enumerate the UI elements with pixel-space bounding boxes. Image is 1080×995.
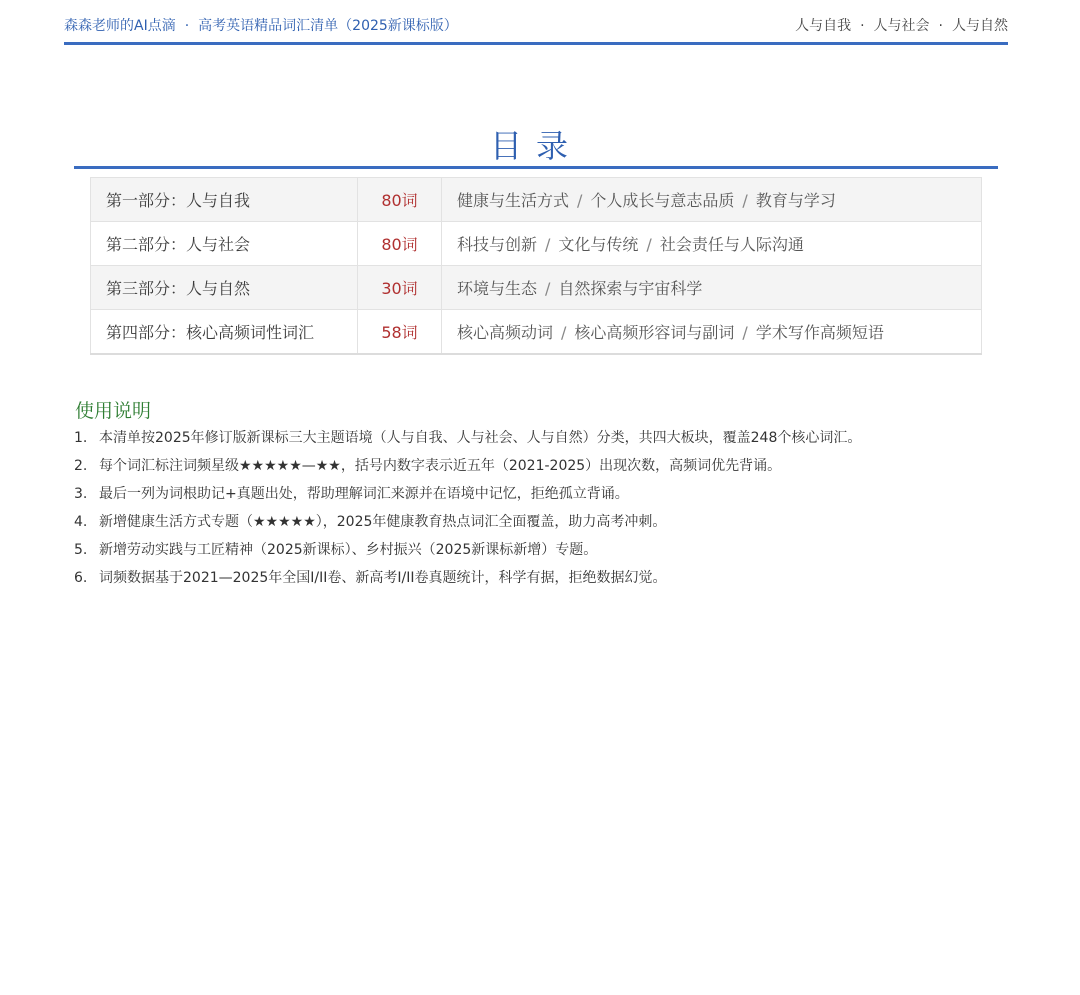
toc-topic: 核心高频形容词与副词	[574, 323, 735, 342]
topic-separator: /	[742, 191, 748, 210]
toc-topic: 健康与生活方式	[457, 191, 570, 210]
topic-separator: /	[561, 323, 567, 342]
note-item	[74, 511, 1034, 539]
note-text: 最后一列为词根助记+真题出处，帮助理解词汇来源并在语境中记忆，拒绝孤立背诵。	[99, 486, 629, 502]
topic-separator: /	[646, 235, 652, 254]
note-item	[74, 567, 1034, 595]
note-text: 词频数据基于2021—2025年全国I/II卷、新高考I/II卷真题统计，科学有据，拒绝数据幻觉。	[99, 570, 667, 586]
toc-topic: 自然探索与宇宙科学	[558, 279, 703, 298]
note-number: 3.	[74, 486, 88, 502]
toc-topic: 教育与学习	[755, 191, 836, 210]
note-item	[74, 539, 1034, 567]
toc-title: 目录	[74, 126, 998, 169]
note-item	[74, 483, 1034, 511]
header-dot: ·	[184, 18, 190, 34]
notes-title: 使用说明	[75, 400, 152, 422]
header-dot: ·	[938, 18, 943, 34]
toc-row	[91, 222, 982, 266]
topic-separator: /	[545, 235, 551, 254]
note-text: 新增劳动实践与工匠精神（2025新课标）、乡村振兴（2025新课标新增）专题。	[99, 542, 598, 558]
note-number: 6.	[74, 570, 88, 586]
toc-part: 第三部分：人与自然	[91, 266, 358, 310]
header-theme-self: 人与自我	[795, 18, 852, 34]
note-text: 新增健康生活方式专题（★★★★★），2025年健康教育热点词汇全面覆盖，助力高考冲刺。	[99, 514, 667, 530]
toc-table	[90, 177, 982, 355]
topic-separator: /	[545, 279, 551, 298]
header-theme-nature: 人与自然	[952, 18, 1008, 34]
header-doc-title: 高考英语精品词汇清单（2025新课标版）	[198, 18, 458, 34]
toc-topics	[442, 178, 982, 222]
note-number: 4.	[74, 514, 88, 530]
toc-topics	[442, 222, 982, 266]
header-dot: ·	[860, 18, 865, 34]
toc-row	[91, 310, 982, 355]
toc-word-count: 58词	[358, 310, 442, 355]
toc-topic: 科技与创新	[457, 235, 538, 254]
note-number: 2.	[74, 458, 88, 474]
toc-row	[91, 178, 982, 222]
header-author: 森森老师的AI点滴	[64, 18, 176, 34]
note-number: 1.	[74, 430, 88, 446]
toc-topics	[442, 310, 982, 355]
header-themes	[795, 14, 1008, 38]
toc-row	[91, 266, 982, 310]
toc-topic: 文化与传统	[558, 235, 639, 254]
toc-topic: 核心高频动词	[457, 323, 554, 342]
header-left	[64, 14, 458, 38]
notes-list	[74, 427, 1034, 595]
toc-topic: 社会责任与人际沟通	[659, 235, 804, 254]
toc-word-count: 30词	[358, 266, 442, 310]
topic-separator: /	[577, 191, 583, 210]
header-theme-society: 人与社会	[873, 18, 930, 34]
toc-topics	[442, 266, 982, 310]
note-text: 每个词汇标注词频星级★★★★★—★★，括号内数字表示近五年（2021-2025）出现次数，高频词优先背诵。	[99, 458, 782, 474]
toc-part: 第四部分：核心高频词性词汇	[91, 310, 358, 355]
toc-word-count: 80词	[358, 222, 442, 266]
page-header	[64, 14, 1008, 45]
note-text: 本清单按2025年修订版新课标三大主题语境（人与自我、人与社会、人与自然）分类，共四大板块，覆盖248个核心词汇。	[99, 430, 862, 446]
note-item	[74, 427, 1034, 455]
toc-topic: 环境与生态	[457, 279, 538, 298]
toc-part: 第二部分：人与社会	[91, 222, 358, 266]
note-number: 5.	[74, 542, 88, 558]
toc-word-count: 80词	[358, 178, 442, 222]
toc-topic: 学术写作高频短语	[755, 323, 884, 342]
toc-topic: 个人成长与意志品质	[590, 191, 735, 210]
topic-separator: /	[742, 323, 748, 342]
note-item	[74, 455, 1034, 483]
toc-part: 第一部分：人与自我	[91, 178, 358, 222]
